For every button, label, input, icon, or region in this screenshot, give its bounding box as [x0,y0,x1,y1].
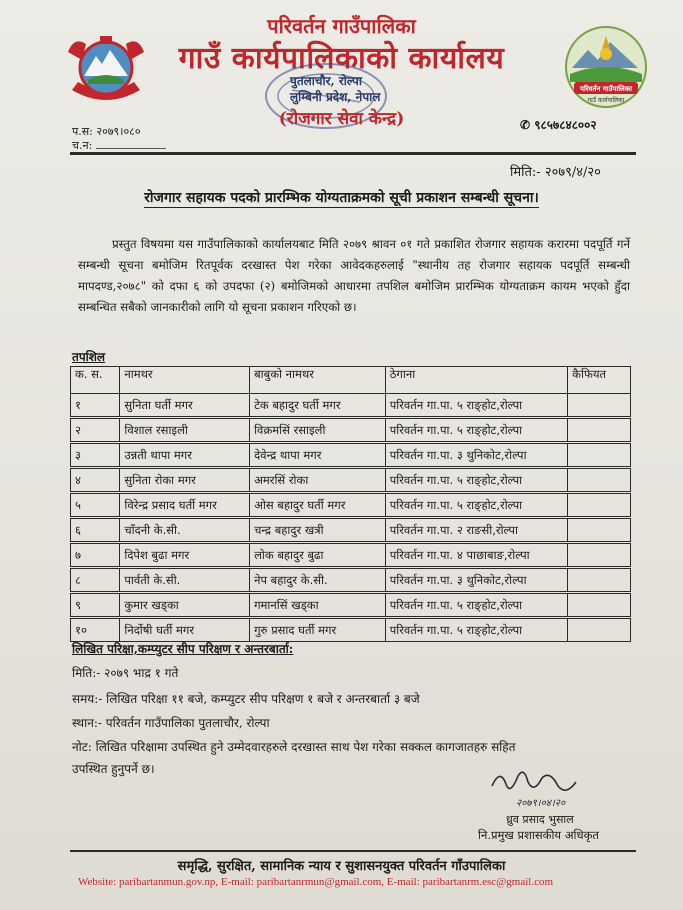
cell-address: परिवर्तन गा.पा. ५ राङ्होट,रोल्पा [385,618,567,642]
exam-note-line1: नोट: लिखित परिक्षामा उपस्थित हुने उम्मेदवारहरुले दरखास्त साथ पेश गरेका सक्कल कागजातहरु सहित [72,740,516,754]
footer-contact: Website: paribartanmun.gov.np, E-mail: paribartanrmun@gmail.com, E-mail: paribartanrm.esc@gmail.com [78,876,554,888]
table-row [71,394,631,418]
cell-remark [568,493,631,518]
header-divider [70,152,636,155]
cell-address: परिवर्तन गा.पा. २ राङसी,रोल्पा [385,518,567,543]
chalani-blank [96,148,166,149]
cell-address: परिवर्तन गा.पा. ५ राङ्होट,रोल्पा [385,394,567,418]
cell-remark [568,443,631,468]
tapasil-heading: तपशिल [72,350,106,364]
notice-subject [0,188,683,207]
org-main-title: गाउँ कार्यपालिकाको कार्यालय [178,41,505,76]
exam-time: समय:- लिखित परिक्षा ११ बजे, कम्प्युटर सीप परिक्षण १ बजे र अन्तरबार्ता ३ बजे [72,692,420,706]
cell-father: गुरु प्रसाद घर्ती मगर [250,618,386,642]
signed-date: २०७९।०४।२० [516,798,566,809]
cell-name: कुमार खड्का [120,593,250,618]
logo-subtext: गाउँ कार्यपालिका [587,97,625,104]
subject-text: रोजगार सहायक पदको प्रारम्भिक योग्यताक्रमको सूची प्रकाशन सम्बन्धी सूचना। [144,190,539,206]
patra-value: २०७९।०८० [96,125,141,138]
cell-father: नेप बहादुर के.सी. [250,568,386,593]
cell-remark [568,593,631,618]
cell-father: विक्रमसिं रसाइली [250,418,386,443]
cell-address: परिवर्तन गा.पा. ३ थुनिकोट,रोल्पा [385,568,567,593]
cell-sn: १० [71,618,120,642]
cell-name: पार्वती के.सी. [120,568,250,593]
cell-name: निर्दोषी घर्ती मगर [120,618,250,642]
table-row [71,468,631,493]
cell-sn: ५ [71,493,120,518]
exam-venue: स्थान:- परिवर्तन गाउँपालिका पुतलाचौर, रोल्पा [72,716,270,730]
header-name: नामथर [120,367,250,394]
cell-remark [568,418,631,443]
notice-body: प्रस्तुत विषयमा यस गाउँपालिकाको कार्यालयबाट मिति २०७९ श्रावन ०१ गते प्रकाशित रोजगार सहायक करारमा पदपूर्ति गर्ने सम्बन्धी सूचना बमोजिम रितपूर्वक दरखास्त पेश गरेका आवेदकहरुलाई "स्थानीय तह रोजगार सहायक पदपूर्ति सम्बन्धी मापदण्ड,२०७८" को दफा ६ को उपदफा (२) बमोजिमको आधारमा तपशिल बमोजिम प्रारम्भिक योग्यताक्रम कायम भएको हुँदा सम्बन्धित सबैको जानकारीको लागि यो सूचना प्रकाशन गरिएको छ। [78,237,630,314]
cell-name: चाँदनी के.सी. [120,518,250,543]
cell-sn: ३ [71,443,120,468]
cell-address: परिवर्तन गा.पा. ५ राङ्होट,रोल्पा [385,493,567,518]
chalani-number [72,138,166,153]
cell-name: विरेन्द्र प्रसाद घर्ती मगर [120,493,250,518]
patra-sankhya [72,124,141,139]
table-row [71,543,631,568]
table-row [71,418,631,443]
footer-divider [70,850,636,852]
phone-icon: ✆ [520,118,531,132]
exam-note-line2: उपस्थित हुनुपर्ने छ। [72,762,155,776]
address-line-2: लुम्बिनी प्रदेश, नेपाल [290,90,381,104]
table-row [71,618,631,642]
header-father: बाबुको नामथर [250,367,386,394]
chalani-label: च.न: [72,139,93,152]
phone-number [520,116,597,133]
cell-name: दिपेश बुढा मगर [120,543,250,568]
header-sn: क. स. [71,367,120,394]
cell-sn: ७ [71,543,120,568]
cell-father: अमरसिं रोका [250,468,386,493]
logo-name-text: परिवर्तन गाउँपालिका [580,85,632,93]
cell-address: परिवर्तन गा.पा. ५ राङ्होट,रोल्पा [385,418,567,443]
cell-sn: १ [71,394,120,418]
signatory-name: ध्रुव प्रसाद भुसाल [506,813,574,826]
cell-father: गमानसिं खड्का [250,593,386,618]
cell-father: टेक बहादुर घर्ती मगर [250,394,386,418]
address-line-1: पुतलाचौर, रोल्पा [290,74,362,88]
cell-father: चन्द्र बहादुर खत्री [250,518,386,543]
cell-remark [568,568,631,593]
cell-remark [568,518,631,543]
table-header-row [71,367,631,394]
cell-address: परिवर्तन गा.पा. ५ राङ्होट,रोल्पा [385,468,567,493]
cell-address: परिवर्तन गा.पा. ४ पाछाबाङ,रोल्पा [385,543,567,568]
service-center-name: (रोजगार सेवा केन्द्र) [278,109,405,129]
cell-remark [568,468,631,493]
cell-address: परिवर्तन गा.पा. ३ थुनिकोट,रोल्पा [385,443,567,468]
cell-father: देवेन्द्र थापा मगर [250,443,386,468]
cell-sn: २ [71,418,120,443]
table-row [71,568,631,593]
date-value: २०७९/४/२० [544,165,601,180]
table-row [71,493,631,518]
table-row [71,443,631,468]
patra-label: प.स: [72,125,93,138]
cell-sn: ४ [71,468,120,493]
date-label: मिति:- [510,165,541,180]
table-row [71,518,631,543]
cell-remark [568,543,631,568]
notice-date [510,162,601,180]
org-top-title: परिवर्तन गाउँपालिका [267,14,416,38]
table-row [71,593,631,618]
phone-value: ९८५७८४८००२ [534,118,597,132]
cell-sn: ९ [71,593,120,618]
cell-name: विशाल रसाइली [120,418,250,443]
cell-father: लोक बहादुर बुढा [250,543,386,568]
footer-slogan: समृद्धि, सुरक्षित, सामानिक न्याय र सुशासनयुक्त परिवर्तन गाँउपालिका [177,859,506,874]
header-address: ठेगाना [385,367,567,394]
exam-date: मिति:- २०७९ भाद्र १ गते [72,666,179,680]
header-remark: कैफियत [568,367,631,394]
candidate-table [70,366,631,642]
cell-name: सुनिता घर्ती मगर [120,394,250,418]
cell-address: परिवर्तन गा.पा. ५ राङ्होट,रोल्पा [385,593,567,618]
cell-name: उन्नती थापा मगर [120,443,250,468]
exam-heading: लिखित परिक्षा,कम्प्युटर सीप परिक्षण र अन्तरबार्ता: [72,642,294,656]
cell-father: ओस बहादुर घर्ती मगर [250,493,386,518]
cell-sn: ६ [71,518,120,543]
cell-name: सुनिता रोका मगर [120,468,250,493]
cell-remark [568,394,631,418]
cell-sn: ८ [71,568,120,593]
cell-remark [568,618,631,642]
signatory-title: नि.प्रमुख प्रशासकीय अधिकृत [478,828,599,842]
